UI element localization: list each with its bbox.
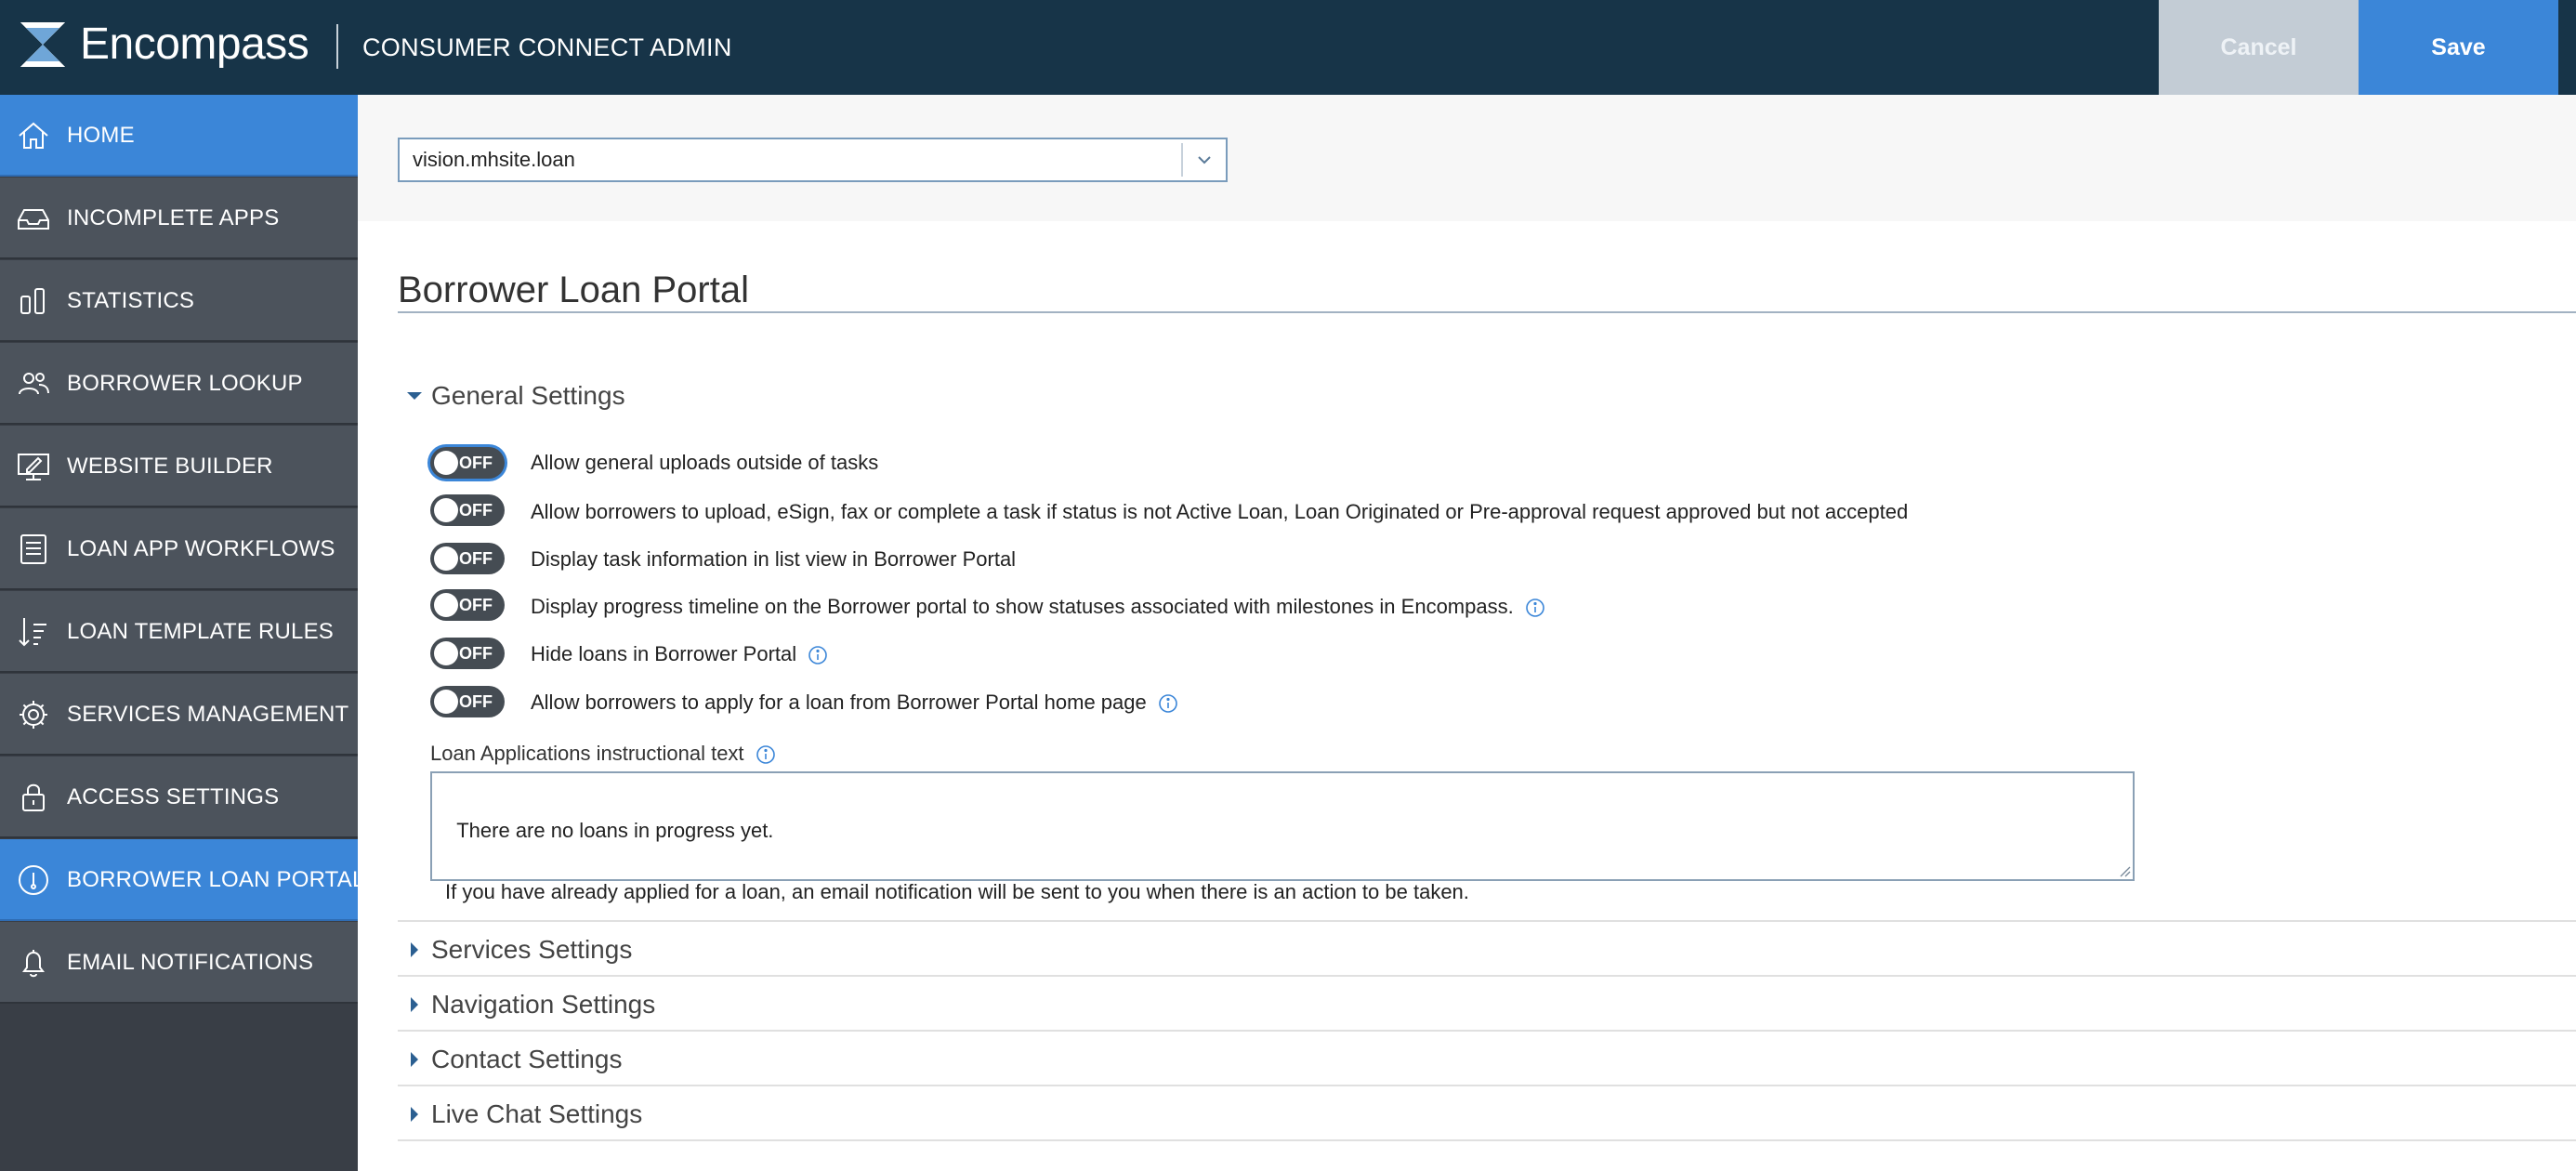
document-list-icon [15, 531, 52, 568]
sidebar-item-label: BORROWER LOOKUP [67, 371, 303, 396]
toggle-knob [434, 451, 458, 475]
sidebar-item-label: WEBSITE BUILDER [67, 454, 273, 479]
sidebar-item-label: STATISTICS [67, 288, 195, 313]
setting-label: Allow borrowers to apply for a loan from Borrower Portal home page [531, 687, 1178, 718]
sidebar-nav [0, 95, 365, 1171]
instructional-text-label: Loan Applications instructional text [430, 739, 776, 769]
toggle-knob [434, 641, 458, 665]
sidebar-item-borrower-lookup[interactable] [0, 343, 358, 425]
section-title: Services Settings [431, 935, 633, 964]
brand-name: Encompass [80, 20, 309, 69]
instructional-text-field[interactable] [430, 771, 2135, 903]
sidebar-item-access-settings[interactable] [0, 757, 358, 838]
setting-label: Allow general uploads outside of tasks [531, 451, 879, 474]
statistics-icon [15, 283, 52, 320]
toggle-hide-loans[interactable] [430, 638, 505, 669]
sidebar-item-website-builder[interactable] [0, 426, 358, 507]
sidebar-item-services-management[interactable] [0, 674, 358, 756]
section-title: General Settings [431, 381, 625, 410]
toggle-progress-timeline[interactable] [430, 589, 505, 621]
bell-icon [15, 944, 52, 981]
caret-right-icon [405, 1050, 424, 1069]
toggle-allow-task-completion[interactable] [430, 494, 505, 526]
toggle-knob [434, 498, 458, 522]
info-icon[interactable] [1525, 598, 1545, 618]
instructional-text-value: There are no loans in progress yet. If you have already applied for a loan, an email notification will be sent to you when there is an action to be taken. [445, 819, 1469, 903]
sidebar-item-label: EMAIL NOTIFICATIONS [67, 950, 314, 975]
section-contact-settings[interactable] [405, 1041, 777, 1078]
site-select-value: vision.mhsite.loan [413, 148, 575, 171]
toggle-state: OFF [459, 549, 493, 568]
sidebar-item-borrower-loan-portal[interactable] [0, 839, 365, 921]
app-header [0, 0, 2576, 95]
caret-right-icon [405, 1105, 424, 1124]
save-button[interactable]: Save [2359, 0, 2558, 95]
chevron-down-icon [1194, 151, 1215, 169]
sidebar-item-label: ACCESS SETTINGS [67, 784, 280, 809]
gear-icon [15, 696, 52, 733]
toggle-task-info-list-view[interactable] [430, 543, 505, 574]
sidebar-item-label: BORROWER LOAN PORTAL [67, 867, 365, 892]
section-divider [398, 975, 2576, 977]
caret-right-icon [405, 941, 424, 959]
section-navigation-settings[interactable] [405, 986, 777, 1023]
sidebar-item-home[interactable] [0, 95, 358, 177]
section-divider [398, 1139, 2576, 1141]
encompass-logo-icon [20, 22, 65, 67]
sidebar-item-label: LOAN APP WORKFLOWS [67, 536, 335, 561]
section-services-settings[interactable] [405, 931, 777, 968]
toggle-state: OFF [459, 454, 493, 472]
inbox-icon [15, 200, 52, 237]
sidebar-item-label: INCOMPLETE APPS [67, 205, 280, 230]
section-general-settings[interactable] [405, 377, 777, 414]
section-title: Navigation Settings [431, 990, 656, 1019]
portal-icon [15, 862, 52, 899]
section-title: Live Chat Settings [431, 1099, 643, 1128]
title-divider [398, 311, 2576, 313]
caret-right-icon [405, 995, 424, 1014]
app-title: CONSUMER CONNECT ADMIN [362, 33, 732, 61]
section-divider [398, 1085, 2576, 1086]
toggle-knob [434, 546, 458, 571]
setting-label: Hide loans in Borrower Portal [531, 638, 828, 670]
sidebar-item-label: HOME [67, 123, 135, 148]
setting-label: Allow borrowers to upload, eSign, fax or complete a task if status is not Active Loan, Loan Originated or Pre-approval request approved but not accepted [531, 500, 1909, 523]
toggle-state: OFF [459, 644, 493, 663]
toggle-state: OFF [459, 692, 493, 711]
sidebar-item-incomplete-apps[interactable] [0, 178, 358, 259]
sidebar-item-loan-app-workflows[interactable] [0, 508, 358, 590]
caret-down-icon [405, 387, 424, 405]
setting-label: Display progress timeline on the Borrower portal to show statuses associated with milestones in Encompass. [531, 591, 1545, 623]
setting-label: Display task information in list view in Borrower Portal [531, 547, 1017, 571]
section-divider [398, 1030, 2576, 1032]
sidebar-item-label: LOAN TEMPLATE RULES [67, 619, 334, 644]
sidebar-item-label: SERVICES MANAGEMENT [67, 702, 349, 727]
section-title: Contact Settings [431, 1045, 623, 1073]
info-icon[interactable] [808, 645, 828, 665]
info-icon[interactable] [1158, 693, 1178, 714]
sidebar-item-email-notifications[interactable] [0, 922, 358, 1004]
sort-rules-icon [15, 613, 52, 651]
toggle-apply-from-home[interactable] [430, 686, 505, 717]
section-divider [398, 920, 2576, 922]
toggle-state: OFF [459, 596, 493, 614]
home-icon [15, 117, 52, 154]
cancel-button[interactable]: Cancel [2159, 0, 2359, 95]
site-select-divider [1181, 143, 1183, 177]
sidebar-item-loan-template-rules[interactable] [0, 591, 358, 673]
resize-handle-icon[interactable] [2118, 864, 2131, 877]
users-icon [15, 365, 52, 402]
brand-divider [336, 24, 338, 69]
site-select-dropdown[interactable] [398, 138, 1228, 182]
info-icon[interactable] [756, 744, 776, 765]
toggle-state: OFF [459, 501, 493, 520]
lock-icon [15, 779, 52, 816]
sidebar-item-statistics[interactable] [0, 260, 358, 342]
section-live-chat-settings[interactable] [405, 1096, 777, 1133]
toggle-knob [434, 593, 458, 617]
toggle-knob [434, 690, 458, 714]
page-title: Borrower Loan Portal [398, 270, 749, 310]
toggle-general-uploads[interactable] [430, 447, 505, 479]
monitor-edit-icon [15, 448, 52, 485]
